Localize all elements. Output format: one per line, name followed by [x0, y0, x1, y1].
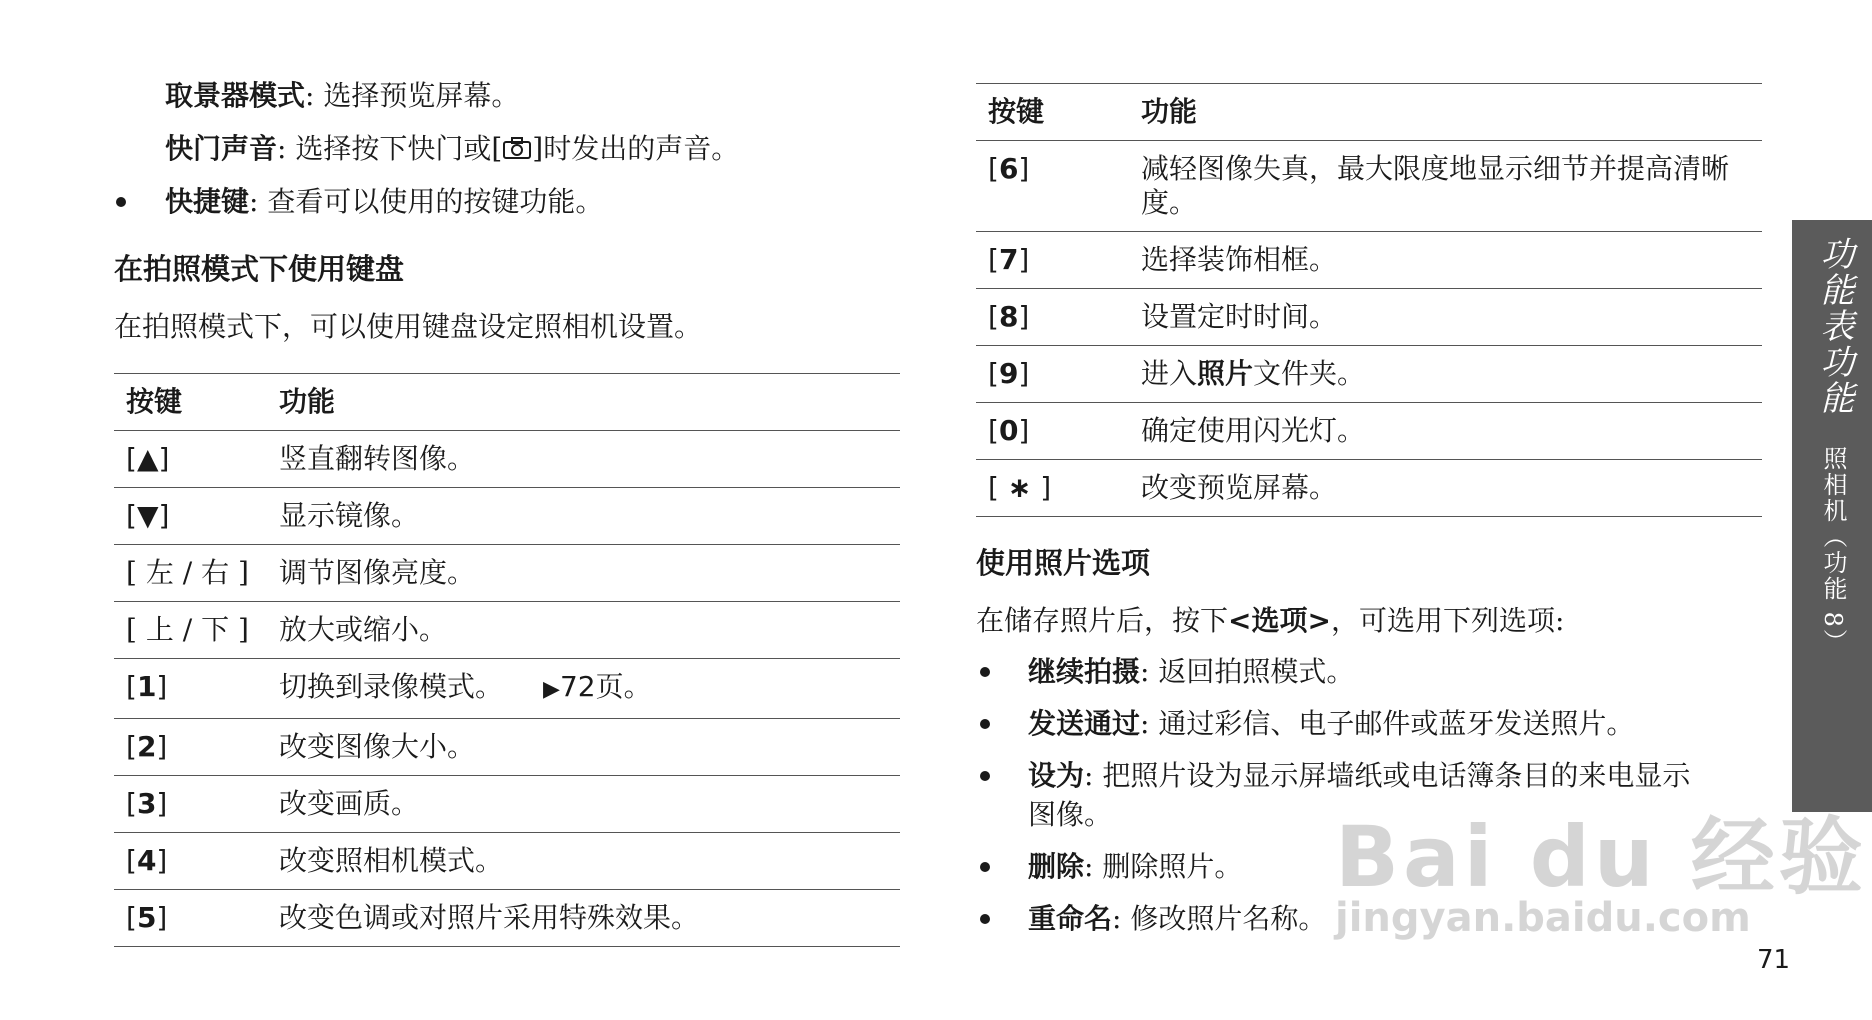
bracket-close: ]	[1031, 471, 1052, 504]
table-row	[114, 659, 900, 719]
shutter-sound-line	[165, 131, 739, 169]
page-ref-suffix: 页。	[595, 670, 652, 703]
shutter-sound-desc-a: : 选择按下快门或[	[277, 132, 503, 165]
table-row	[976, 232, 1762, 289]
key-label: 7	[998, 243, 1019, 276]
shortcut-label: 快捷键	[165, 185, 250, 218]
viewfinder-mode-desc: : 选择预览屏幕。	[305, 79, 520, 112]
key-cell	[976, 232, 1129, 289]
key-cell	[114, 719, 267, 776]
watermark-url: jingyan.baidu.com	[1335, 895, 1751, 941]
bullet	[980, 862, 990, 872]
option-desc-continued: 图像。	[1028, 798, 1113, 831]
bracket-open: [	[988, 414, 999, 447]
key-cell	[114, 431, 267, 488]
function-cell	[1129, 346, 1762, 403]
bullet	[116, 197, 126, 207]
function-cell: 改变画质。	[267, 776, 900, 833]
table-row	[976, 289, 1762, 346]
key-cell	[114, 833, 267, 890]
table-row	[114, 545, 900, 602]
option-label: 重命名	[1028, 902, 1113, 935]
function-cell: 减轻图像失真，最大限度地显示细节并提高清晰度。	[1129, 141, 1762, 232]
key-cell	[976, 403, 1129, 460]
key-label: ∗	[1007, 471, 1032, 504]
function-cell: 确定使用闪光灯。	[1129, 403, 1762, 460]
bracket-close: ]	[1018, 243, 1030, 276]
function-cell: 改变预览屏幕。	[1129, 460, 1762, 517]
key-label: 9	[998, 357, 1019, 390]
function-cell: 设置定时时间。	[1129, 289, 1762, 346]
shutter-sound-desc-b: ]时发出的声音。	[532, 132, 740, 165]
table-row	[114, 776, 900, 833]
bullet	[980, 719, 990, 729]
option-desc: : 返回拍照模式。	[1140, 655, 1355, 688]
chapter-side-tab	[1792, 220, 1872, 812]
bracket-close: ]	[156, 670, 168, 703]
function-text: 进入	[1141, 357, 1198, 390]
bracket-open: [	[988, 471, 1008, 504]
key-label: 1	[136, 670, 157, 703]
option-item	[1028, 654, 1354, 690]
option-item	[1028, 901, 1326, 937]
bracket-close: ]	[156, 787, 168, 820]
bracket-close: ]	[156, 730, 168, 763]
viewfinder-mode-line	[165, 78, 519, 114]
key-label: ▼	[136, 499, 159, 532]
option-label: 发送通过	[1028, 707, 1141, 740]
function-cell: 改变照相机模式。	[267, 833, 900, 890]
table-row	[976, 141, 1762, 232]
option-label: 继续拍摄	[1028, 655, 1141, 688]
options-softkey-label: <选项>	[1228, 604, 1331, 637]
key-label: 0	[998, 414, 1019, 447]
keypad-intro: 在拍照模式下，可以使用键盘设定照相机设置。	[114, 310, 703, 343]
key-cell	[976, 346, 1129, 403]
table-header-row	[976, 84, 1762, 141]
header-function: 功能	[1129, 84, 1762, 141]
key-label: 6	[998, 152, 1019, 185]
bracket-open: [	[126, 901, 137, 934]
table-row	[114, 431, 900, 488]
key-label: 8	[998, 300, 1019, 333]
header-key: 按键	[976, 84, 1129, 141]
shortcut-desc: : 查看可以使用的按键功能。	[249, 185, 604, 218]
function-text: 文件夹。	[1253, 357, 1366, 390]
bracket-close: ]	[229, 613, 249, 646]
key-label: 4	[136, 844, 157, 877]
option-item	[1028, 849, 1242, 885]
key-label: 5	[136, 901, 157, 934]
bracket-open: [	[126, 730, 137, 763]
bracket-close: ]	[1018, 152, 1030, 185]
bracket-close: ]	[229, 556, 249, 589]
camera-icon	[502, 133, 532, 169]
function-text: 切换到录像模式。	[279, 670, 504, 703]
bracket-open: [	[988, 357, 999, 390]
function-cell: 改变图像大小。	[267, 719, 900, 776]
bullet	[980, 914, 990, 924]
option-desc: : 通过彩信、电子邮件或蓝牙发送照片。	[1140, 707, 1635, 740]
key-label: ▲	[136, 442, 159, 475]
option-desc: : 修改照片名称。	[1112, 902, 1327, 935]
bracket-open: [	[126, 442, 137, 475]
table-row	[114, 719, 900, 776]
key-cell	[976, 460, 1129, 517]
key-cell	[114, 545, 267, 602]
keypad-table-right	[976, 83, 1762, 517]
bracket-close: ]	[156, 901, 168, 934]
table-row	[976, 460, 1762, 517]
function-cell: 放大或缩小。	[267, 602, 900, 659]
option-label: 删除	[1028, 850, 1085, 883]
keypad-table-left	[114, 373, 900, 947]
key-label: 上 / 下	[145, 613, 230, 646]
shutter-sound-label: 快门声音	[165, 132, 278, 165]
photo-options-intro	[976, 603, 1564, 639]
table-row	[114, 833, 900, 890]
intro-text: 在储存照片后，按下	[976, 604, 1229, 637]
watermark-brand: Bai du 经验	[1335, 808, 1867, 906]
option-item	[1028, 706, 1634, 742]
function-cell: 调节图像亮度。	[267, 545, 900, 602]
bracket-open: [	[126, 556, 146, 589]
function-cell: 选择装饰相框。	[1129, 232, 1762, 289]
table-row	[114, 488, 900, 545]
bracket-open: [	[988, 152, 999, 185]
key-cell	[114, 776, 267, 833]
photo-options-heading: 使用照片选项	[976, 546, 1151, 580]
chapter-title: 功能表功能	[1814, 236, 1854, 416]
intro-text: ，可选用下列选项:	[1330, 604, 1565, 637]
bracket-open: [	[126, 670, 137, 703]
table-row	[976, 403, 1762, 460]
page-ref-number: 72	[559, 670, 596, 703]
key-label: 2	[136, 730, 157, 763]
key-cell	[114, 602, 267, 659]
bracket-close: ]	[1018, 300, 1030, 333]
bullet	[980, 667, 990, 677]
bracket-close: ]	[1018, 414, 1030, 447]
bullet	[980, 771, 990, 781]
photos-folder-name: 照片	[1197, 357, 1254, 390]
key-label: 左 / 右	[145, 556, 230, 589]
table-header-row	[114, 374, 900, 431]
chapter-subtitle: 照相机（功能 8）	[1819, 446, 1847, 655]
key-cell	[976, 289, 1129, 346]
bracket-close: ]	[158, 499, 170, 532]
header-function: 功能	[267, 374, 900, 431]
bracket-open: [	[126, 844, 137, 877]
bracket-open: [	[126, 613, 146, 646]
bracket-open: [	[126, 787, 137, 820]
key-cell	[114, 488, 267, 545]
function-cell	[267, 659, 900, 719]
bracket-close: ]	[1018, 357, 1030, 390]
key-cell	[114, 659, 267, 719]
bracket-open: [	[988, 300, 999, 333]
bracket-open: [	[988, 243, 999, 276]
function-cell: 显示镜像。	[267, 488, 900, 545]
option-item	[1028, 758, 1690, 794]
bracket-close: ]	[156, 844, 168, 877]
page-ref-arrow-icon: ▶	[543, 677, 560, 702]
table-row	[114, 890, 900, 947]
function-cell: 竖直翻转图像。	[267, 431, 900, 488]
table-row	[976, 346, 1762, 403]
header-key: 按键	[114, 374, 267, 431]
function-cell: 改变色调或对照片采用特殊效果。	[267, 890, 900, 947]
viewfinder-mode-label: 取景器模式	[165, 79, 306, 112]
bracket-close: ]	[158, 442, 170, 475]
keypad-heading: 在拍照模式下使用键盘	[114, 252, 405, 286]
bracket-open: [	[126, 499, 137, 532]
key-cell	[976, 141, 1129, 232]
option-desc: : 把照片设为显示屏墙纸或电话簿条目的来电显示	[1084, 759, 1691, 792]
option-label: 设为	[1028, 759, 1085, 792]
page-number: 71	[1757, 945, 1791, 975]
option-desc: : 删除照片。	[1084, 850, 1243, 883]
key-cell	[114, 890, 267, 947]
key-label: 3	[136, 787, 157, 820]
shortcut-line	[165, 184, 603, 220]
table-row	[114, 602, 900, 659]
